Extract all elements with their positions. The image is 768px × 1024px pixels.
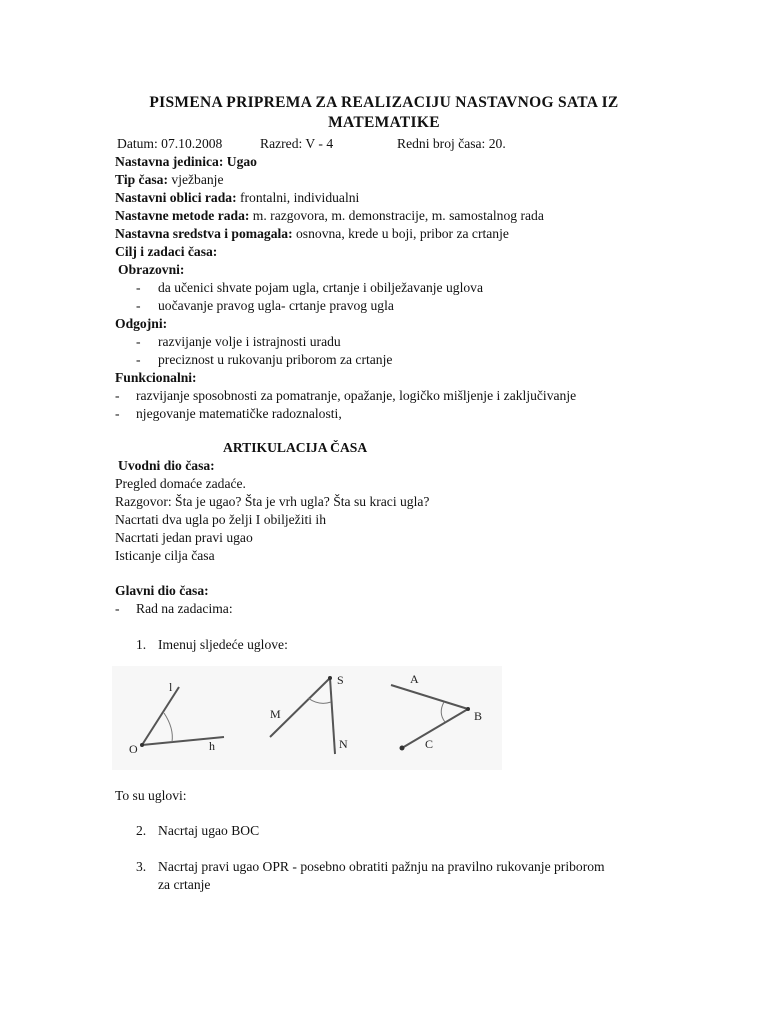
task1-text: Imenuj sljedeće uglove: (158, 637, 288, 652)
vertex-point (140, 743, 144, 747)
field-label: Tip časa: (115, 172, 169, 187)
field-nastavna-jedinica (115, 153, 257, 171)
task2-text: Nacrtaj ugao BOC (158, 823, 260, 838)
header-redni-broj: Redni broj časa: 20. (397, 136, 506, 151)
label-l: l (169, 680, 173, 694)
obrazovni-item: uočavanje pravog ugla- crtanje pravog ugla (158, 298, 394, 313)
field-label: Nastavni oblici rada: (115, 190, 237, 205)
document-title-line1: PISMENA PRIPREMA ZA REALIZACIJU NASTAVNOG SATA IZ (149, 94, 619, 111)
field-value: Ugao (223, 154, 257, 169)
bullet-dash: - (136, 298, 141, 313)
uvodni-line: Pregled domaće zadaće. (115, 476, 246, 491)
bullet-dash: - (115, 406, 120, 421)
field-value: frontalni, individualni (236, 190, 360, 205)
bullet-dash: - (115, 601, 120, 616)
vertex-point (466, 707, 470, 711)
odgojni-item: preciznost u rukovanju priborom za crtanje (158, 352, 393, 367)
bullet-dash: - (115, 388, 120, 403)
uvodni-line: Isticanje cilja časa (115, 548, 215, 563)
field-tip-casa (115, 171, 224, 189)
obrazovni-item: da učenici shvate pojam ugla, crtanje i obilježavanje uglova (158, 280, 483, 295)
task-number: 2. (136, 823, 147, 838)
bullet-dash: - (136, 352, 141, 367)
field-nastavne-metode (115, 207, 544, 225)
label-c: C (425, 737, 434, 751)
angles-figure (112, 664, 512, 774)
glavni-heading: Glavni dio časa: (115, 583, 209, 598)
vertex-point (328, 676, 332, 680)
odgojni-heading: Odgojni: (115, 316, 168, 331)
uvodni-heading: Uvodni dio časa: (118, 458, 215, 473)
task-number: 3. (136, 859, 147, 874)
task3-text-line2: za crtanje (158, 877, 211, 892)
field-value: m. razgovora, m. demonstracije, m. samostalnog rada (249, 208, 544, 223)
uvodni-line: Razgovor: Šta je ugao? Šta je vrh ugla? Šta su kraci ugla? (115, 494, 430, 509)
field-value: osnovna, krede u boji, pribor za crtanje (292, 226, 509, 241)
field-value: vježbanje (168, 172, 224, 187)
label-o: O (129, 742, 138, 756)
field-label: Nastavna jedinica: (115, 154, 224, 169)
field-label: Nastavna sredstva i pomagala: (115, 226, 293, 241)
label-n: N (339, 737, 348, 751)
field-nastavni-oblici (115, 189, 359, 207)
artikulacija-heading: ARTIKULACIJA ČASA (223, 440, 368, 455)
endpoint-point (400, 746, 405, 751)
glavni-rad: Rad na zadacima: (136, 601, 233, 616)
funkcionalni-item: razvijanje sposobnosti za pomatranje, opažanje, logičko mišljenje i zaključivanje (136, 388, 577, 403)
label-a: A (410, 672, 419, 686)
label-s: S (337, 673, 344, 687)
field-label: Nastavne metode rada: (115, 208, 250, 223)
uvodni-line: Nacrtati jedan pravi ugao (115, 530, 253, 545)
funkcionalni-heading: Funkcionalni: (115, 370, 197, 385)
obrazovni-heading: Obrazovni: (118, 262, 185, 277)
label-m: M (270, 707, 281, 721)
field-cilj-zadaci (115, 243, 217, 261)
funkcionalni-item: njegovanje matematičke radoznalosti, (136, 406, 342, 421)
header-razred: Razred: V - 4 (260, 136, 334, 151)
header-datum: Datum: 07.10.2008 (117, 136, 223, 151)
bullet-dash: - (136, 280, 141, 295)
field-label: Cilj i zadaci časa: (115, 244, 218, 259)
bullet-dash: - (136, 334, 141, 349)
odgojni-item: razvijanje volje i istrajnosti uradu (158, 334, 341, 349)
field-nastavna-sredstva (115, 225, 509, 243)
task-number: 1. (136, 637, 147, 652)
uvodni-line: Nacrtati dva ugla po želji I obilježiti ih (115, 512, 327, 527)
to-su-uglovi: To su uglovi: (115, 788, 187, 803)
task3-text-line1: Nacrtaj pravi ugao OPR - posebno obratiti pažnju na pravilno rukovanje priborom (158, 859, 605, 874)
document-title-line2: MATEMATIKE (328, 114, 440, 131)
label-b: B (474, 709, 483, 723)
label-h: h (209, 739, 215, 753)
